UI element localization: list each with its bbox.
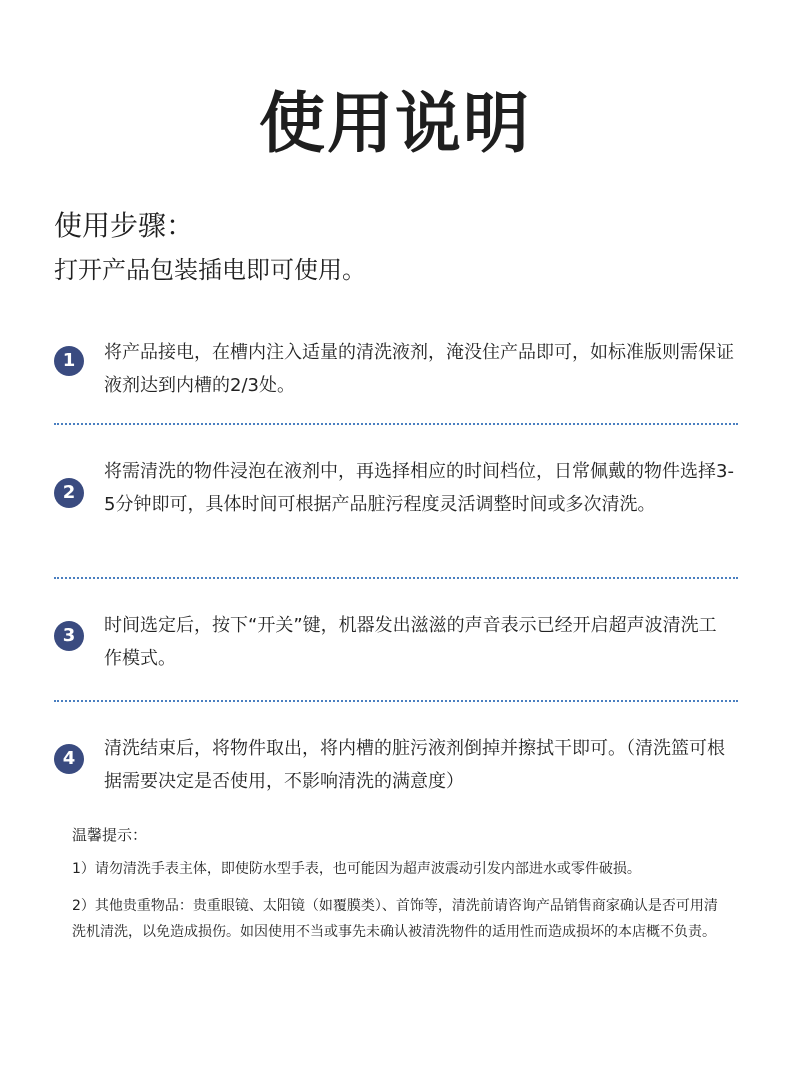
page-title: 使用说明 [259,85,531,162]
step-text: 将产品接电，在槽内注入适量的清洗液剂，淹没住产品即可，如标准版则需保证液剂达到内槽的2/3处。 [104,342,734,396]
steps-heading: 使用步骤： [54,209,195,242]
steps-intro: 打开产品包装插电即可使用。 [54,256,366,284]
step-text: 清洗结束后，将物件取出，将内槽的脏污液剂倒掉并擦拭干即可。（清洗篮可根据需要决定是否使用，不影响清洗的满意度） [104,738,725,792]
step-text: 时间选定后，按下“开关”键，机器发出滋滋的声音表示已经开启超声波清洗工作模式。 [104,615,717,669]
step-number-badge: 2 [54,478,84,508]
divider [54,700,738,702]
step-number-badge: 4 [54,744,84,774]
step-number-badge: 1 [54,346,84,376]
divider [54,423,738,425]
step-number-badge: 3 [54,621,84,651]
divider [54,577,738,579]
step-text: 将需清洗的物件浸泡在液剂中，再选择相应的时间档位，日常佩戴的物件选择3-5分钟即可，具体时间可根据产品脏污程度灵活调整时间或多次清洗。 [104,461,734,515]
tip-item: 2）其他贵重物品：贵重眼镜、太阳镜（如覆膜类）、首饰等，清洗前请咨询产品销售商家确认是否可用清洗机清洗，以免造成损伤。如因使用不当或事先未确认被清洗物件的适用性而造成损坏的本店概不负责。 [72,898,718,940]
tip-item: 1）请勿清洗手表主体，即使防水型手表，也可能因为超声波震动引发内部进水或零件破损。 [72,861,641,877]
tips-title: 温馨提示： [72,826,148,844]
